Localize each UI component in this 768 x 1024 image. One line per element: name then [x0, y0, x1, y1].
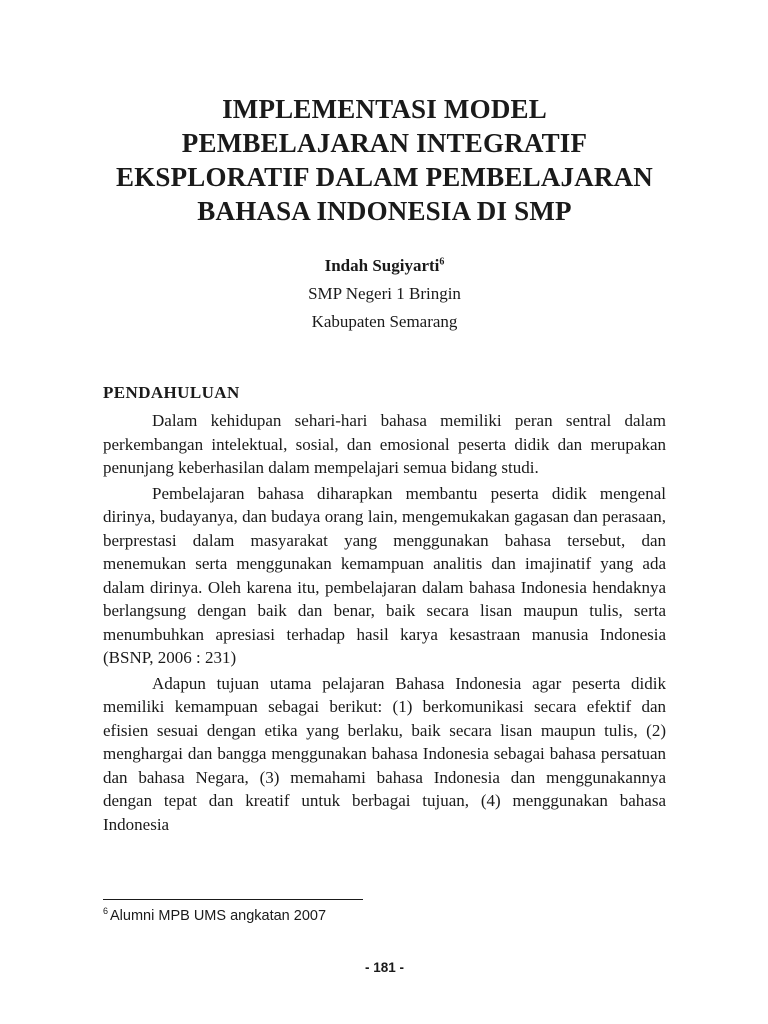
author-name-line — [103, 252, 666, 280]
author-block — [103, 252, 666, 336]
page-number: - 181 - — [364, 960, 405, 975]
paragraph: Dalam kehidupan sehari-hari bahasa memiliki peran sentral dalam perkembangan intelektual, sosial, dan emosional peserta didik dan merupakan penunjang keberhasilan dalam mempelajari semua bidang studi. — [103, 411, 666, 477]
footnote-separator — [103, 899, 363, 900]
title-line: PEMBELAJARAN INTEGRATIF — [181, 128, 588, 158]
affiliation-line: SMP Negeri 1 Bringin — [308, 284, 461, 303]
affiliation-line: Kabupaten Semarang — [311, 312, 458, 331]
section-heading: PENDAHULUAN — [103, 383, 240, 402]
paragraph: Pembelajaran bahasa diharapkan membantu peserta didik mengenal dirinya, budayanya, dan budaya orang lain, mengemukakan gagasan dan perasaan, berprestasi dalam masyarakat yang menggunakan bahasa tersebut, dan menemukan serta menggunakan kemampuan analitis dan imajinatif yang ada dalam dirinya. Oleh karena itu, pembelajaran dalam bahasa Indonesia hendaknya berlangsung dengan baik dan benar, baik secara lisan maupun tulis, serta menumbuhkan apresiasi terhadap hasil karya kesastraan manusia Indonesia (BSNP, 2006 : 231) — [103, 483, 666, 667]
section-body — [103, 409, 666, 838]
footnote — [103, 906, 326, 926]
footnote-text: Alumni MPB UMS angkatan 2007 — [110, 908, 327, 924]
paragraph: Adapun tujuan utama pelajaran Bahasa Indonesia agar peserta didik memiliki kemampuan sebagai berikut: (1) berkomunikasi secara efektif dan efisien sesuai dengan etika yang berlaku, baik secara lisan maupun tulis, (2) menghargai dan bangga menggunakan bahasa Indonesia sebagai bahasa persatuan dan bahasa Negara, (3) memahami bahasa Indonesia dan menggunakannya dengan tepat dan kreatif untuk berbagai tujuan, (4) menggunakan bahasa Indonesia — [103, 673, 666, 834]
document-page — [103, 0, 666, 1024]
title-line: EKSPLORATIF DALAM PEMBELAJARAN — [115, 162, 654, 192]
author-name: Indah Sugiyarti — [324, 256, 440, 275]
paper-title — [83, 92, 686, 228]
title-line: BAHASA INDONESIA DI SMP — [197, 196, 572, 226]
footnote-marker: 6 — [103, 906, 109, 917]
title-line: IMPLEMENTASI MODEL — [222, 94, 547, 124]
author-footnote-marker[interactable]: 6 — [439, 256, 445, 268]
